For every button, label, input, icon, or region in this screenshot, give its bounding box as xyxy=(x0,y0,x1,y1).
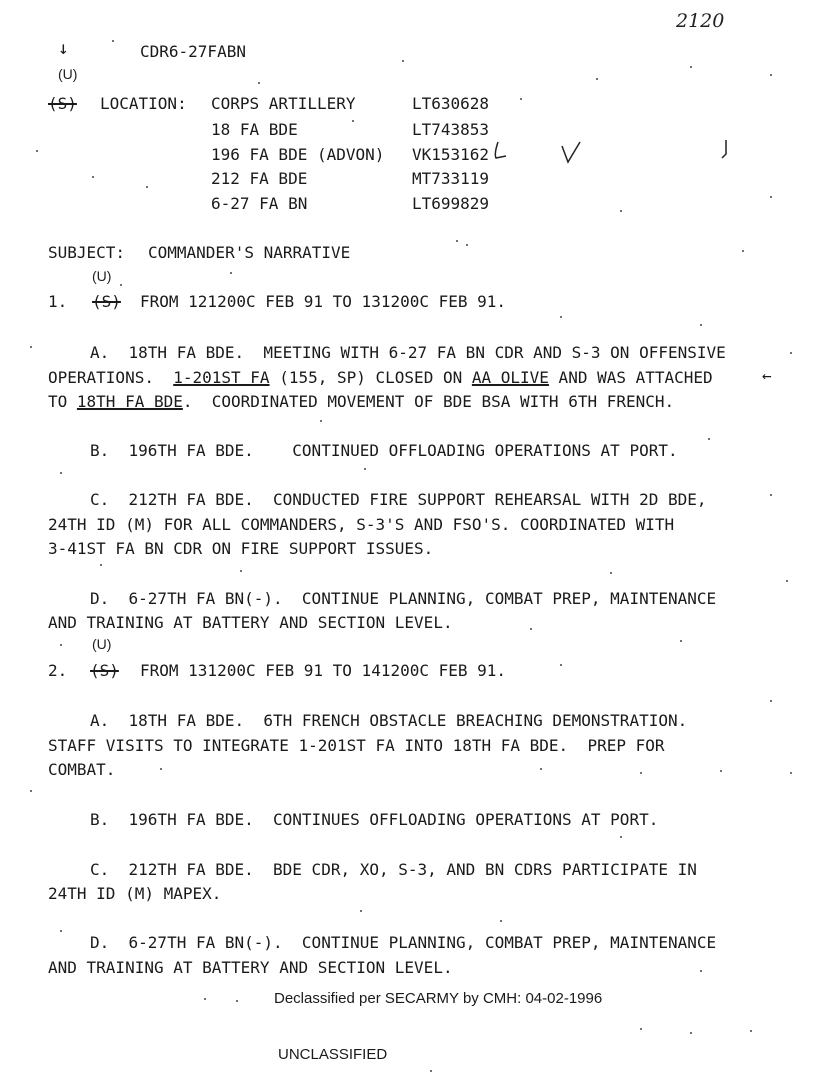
handwritten-page-number: 2120 xyxy=(676,10,725,32)
para2-c-line1: C. 212TH FA BDE. BDE CDR, XO, S-3, AND BN CDRS PARTICIPATE IN xyxy=(90,860,697,879)
declassification-stamp: Declassified per SECARMY by CMH: 04-02-1996 xyxy=(274,990,603,1007)
location-unit: 212 FA BDE xyxy=(211,169,308,188)
arrow-mark-icon: ↓ xyxy=(58,38,69,59)
location-label: LOCATION: xyxy=(100,94,187,113)
location-unit: CORPS ARTILLERY xyxy=(211,94,356,113)
para2-a-line1: A. 18TH FA BDE. 6TH FRENCH OBSTACLE BREACHING DEMONSTRATION. xyxy=(90,711,688,730)
para1-c-line2: 24TH ID (M) FOR ALL COMMANDERS, S-3'S AND FSO'S. COORDINATED WITH xyxy=(48,515,675,534)
location-unit: 6-27 FA BN xyxy=(211,194,308,213)
text-run: . COORDINATED MOVEMENT OF BDE BSA WITH 6TH FRENCH. xyxy=(182,392,675,411)
para1-d-line1: D. 6-27TH FA BN(-). CONTINUE PLANNING, COMBAT PREP, MAINTENANCE xyxy=(90,589,717,608)
para1-b: B. 196TH FA BDE. CONTINUED OFFLOADING OPERATIONS AT PORT. xyxy=(90,441,678,460)
location-grid: LT699829 xyxy=(412,194,490,213)
location-marker-corrected: (U) xyxy=(58,66,78,82)
handwritten-arrow-icon: ← xyxy=(762,366,772,385)
handwritten-check-marks xyxy=(490,140,790,180)
para1-d-line2: AND TRAINING AT BATTERY AND SECTION LEVEL. xyxy=(48,613,453,632)
location-grid: VK153162 xyxy=(412,145,490,164)
para2-a-line2: STAFF VISITS TO INTEGRATE 1-201ST FA INTO 18TH FA BDE. PREP FOR xyxy=(48,736,665,755)
location-marker-original: (S) xyxy=(48,94,77,113)
para2-d-line1: D. 6-27TH FA BN(-). CONTINUE PLANNING, COMBAT PREP, MAINTENANCE xyxy=(90,933,717,952)
location-grid: LT630628 xyxy=(412,94,490,113)
para1-number: 1. xyxy=(48,292,68,311)
para2-a-line3: COMBAT. xyxy=(48,760,116,779)
para2-number: 2. xyxy=(48,661,68,680)
text-run: OPERATIONS. xyxy=(48,368,174,387)
para2-heading: FROM 131200C FEB 91 TO 141200C FEB 91. xyxy=(140,661,507,680)
para1-c-line3: 3-41ST FA BN CDR ON FIRE SUPPORT ISSUES. xyxy=(48,539,434,558)
header-unit: CDR6-27FABN xyxy=(140,42,246,61)
text-run: TO xyxy=(48,392,77,411)
para1-marker-corrected: (U) xyxy=(92,268,112,284)
text-run: (155, SP) CLOSED ON xyxy=(269,368,472,387)
classification-footer: UNCLASSIFIED xyxy=(278,1046,388,1063)
para2-marker-corrected: (U) xyxy=(92,636,112,652)
underlined-unit: 18TH FA BDE xyxy=(76,392,183,411)
subject-label: SUBJECT: xyxy=(48,243,126,262)
para1-heading: FROM 121200C FEB 91 TO 131200C FEB 91. xyxy=(140,292,507,311)
location-grid: MT733119 xyxy=(412,169,490,188)
para2-d-line2: AND TRAINING AT BATTERY AND SECTION LEVEL. xyxy=(48,958,453,977)
subject-text: COMMANDER'S NARRATIVE xyxy=(148,243,351,262)
location-unit: 196 FA BDE (ADVON) xyxy=(211,145,385,164)
underlined-unit: 1-201ST FA xyxy=(173,368,270,387)
underlined-location: AA OLIVE xyxy=(471,368,549,387)
para1-a-line3 xyxy=(48,392,674,411)
para1-marker-original: (S) xyxy=(92,292,121,311)
location-unit: 18 FA BDE xyxy=(211,120,298,139)
location-grid: LT743853 xyxy=(412,120,490,139)
para2-c-line2: 24TH ID (M) MAPEX. xyxy=(48,884,222,903)
para1-a-line1: A. 18TH FA BDE. MEETING WITH 6-27 FA BN CDR AND S-3 ON OFFENSIVE xyxy=(90,343,726,362)
text-run: AND WAS ATTACHED xyxy=(548,368,713,387)
para1-c-line1: C. 212TH FA BDE. CONDUCTED FIRE SUPPORT REHEARSAL WITH 2D BDE, xyxy=(90,490,707,509)
para2-marker-original: (S) xyxy=(90,661,119,680)
para2-b: B. 196TH FA BDE. CONTINUES OFFLOADING OPERATIONS AT PORT. xyxy=(90,810,659,829)
para1-a-line2 xyxy=(48,368,713,387)
